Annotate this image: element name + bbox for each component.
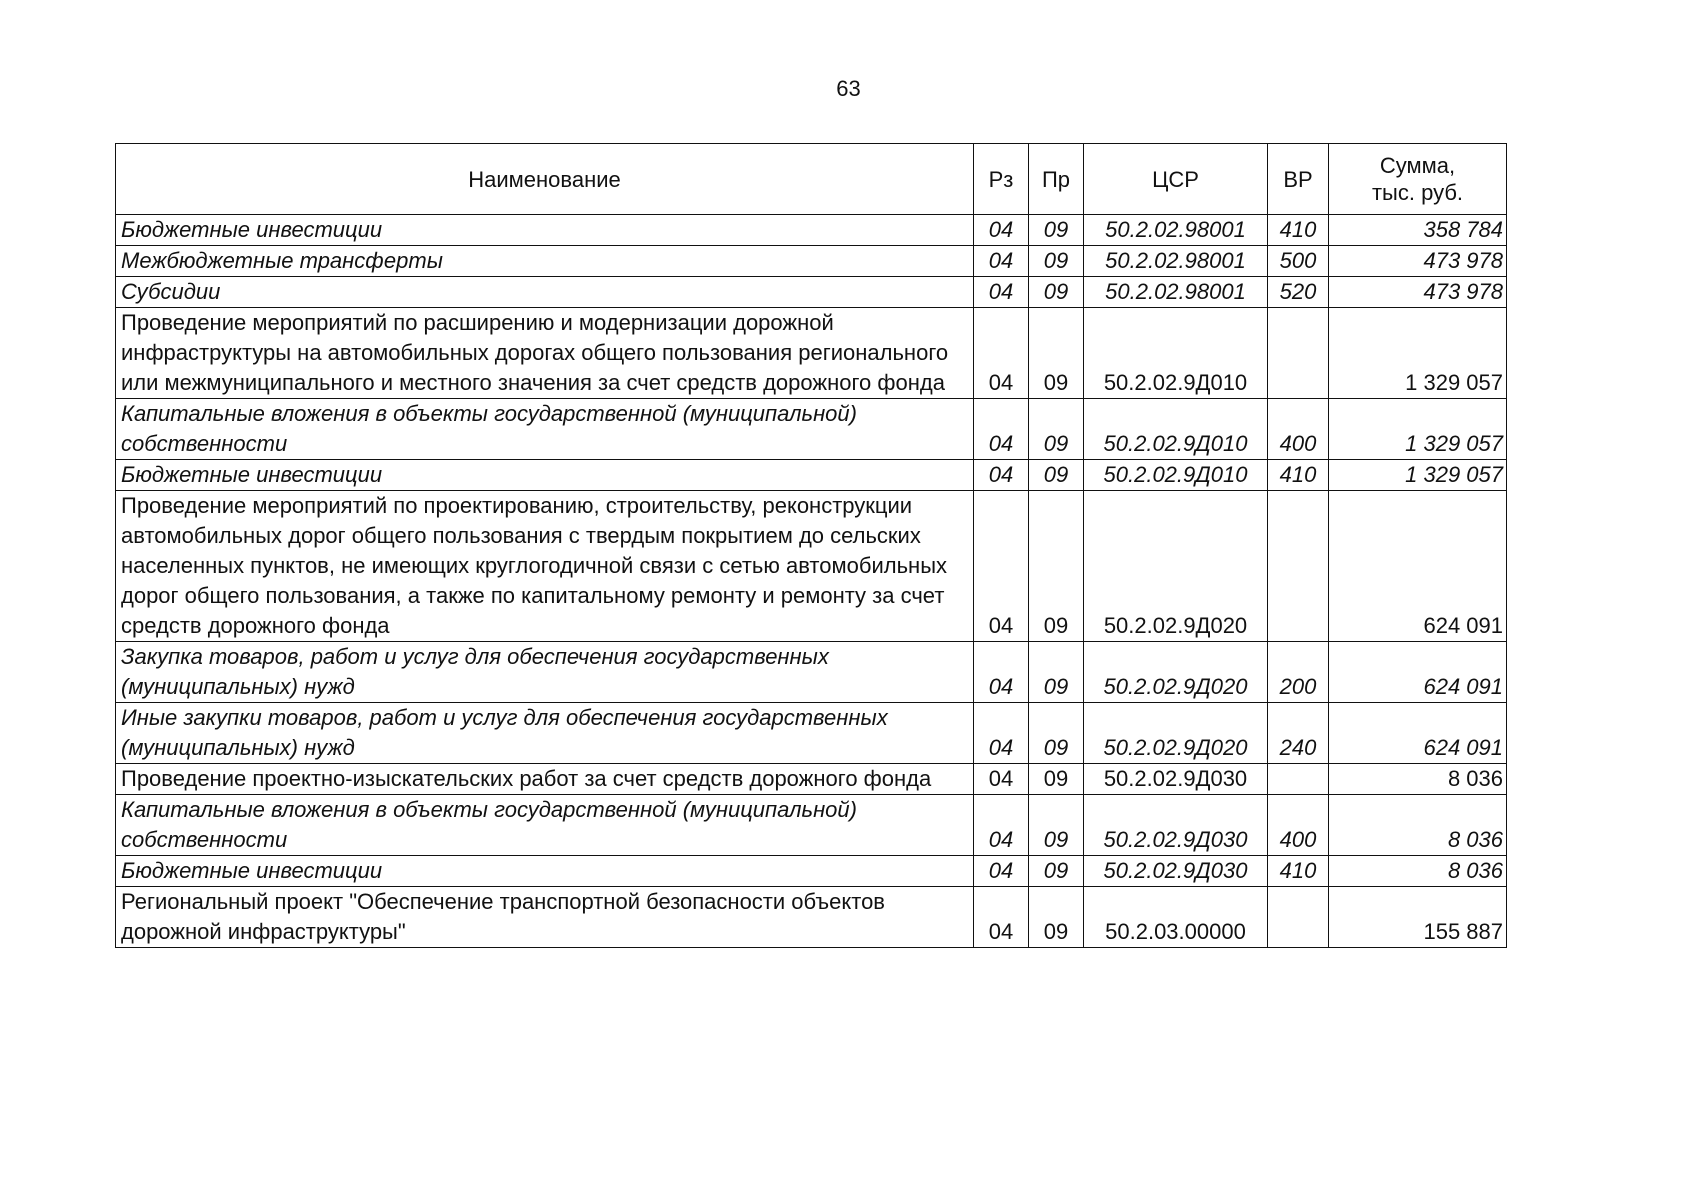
row-sum: 8 036 <box>1329 795 1507 856</box>
table-row <box>116 491 1507 642</box>
table-row <box>116 856 1507 887</box>
row-pr: 09 <box>1029 308 1084 399</box>
row-vr: 410 <box>1268 856 1329 887</box>
row-vr: 400 <box>1268 795 1329 856</box>
row-sum: 358 784 <box>1329 215 1507 246</box>
row-sum: 1 329 057 <box>1329 399 1507 460</box>
row-rz: 04 <box>974 795 1029 856</box>
row-rz: 04 <box>974 887 1029 948</box>
header-csr: ЦСР <box>1084 144 1268 215</box>
row-name: Проведение мероприятий по расширению и модернизации дорожной инфраструктуры на автомобильных дорогах общего пользования регионального или межмуниципального и местного значения за счет средств дорожного фонда <box>116 308 974 399</box>
row-pr: 09 <box>1029 215 1084 246</box>
row-rz: 04 <box>974 399 1029 460</box>
row-name: Бюджетные инвестиции <box>116 215 974 246</box>
row-sum: 1 329 057 <box>1329 460 1507 491</box>
row-pr: 09 <box>1029 246 1084 277</box>
row-sum: 624 091 <box>1329 642 1507 703</box>
row-rz: 04 <box>974 856 1029 887</box>
row-name: Капитальные вложения в объекты государственной (муниципальной) собственности <box>116 399 974 460</box>
row-pr: 09 <box>1029 764 1084 795</box>
row-csr: 50.2.02.9Д030 <box>1084 856 1268 887</box>
row-name: Капитальные вложения в объекты государственной (муниципальной) собственности <box>116 795 974 856</box>
row-rz: 04 <box>974 703 1029 764</box>
row-pr: 09 <box>1029 460 1084 491</box>
header-sum-line1: Сумма, <box>1379 153 1456 178</box>
row-vr: 410 <box>1268 460 1329 491</box>
row-pr: 09 <box>1029 856 1084 887</box>
row-sum: 8 036 <box>1329 856 1507 887</box>
row-csr: 50.2.02.9Д010 <box>1084 308 1268 399</box>
row-rz: 04 <box>974 764 1029 795</box>
table-row <box>116 460 1507 491</box>
row-name: Региональный проект "Обеспечение транспортной безопасности объектов дорожной инфраструктуры" <box>116 887 974 948</box>
row-sum: 8 036 <box>1329 764 1507 795</box>
row-rz: 04 <box>974 215 1029 246</box>
header-name: Наименование <box>116 144 974 215</box>
table-row <box>116 887 1507 948</box>
row-csr: 50.2.02.98001 <box>1084 215 1268 246</box>
table-row <box>116 703 1507 764</box>
page-number: 63 <box>836 76 861 101</box>
row-name: Бюджетные инвестиции <box>116 460 974 491</box>
table-row <box>116 308 1507 399</box>
budget-table <box>115 143 1507 948</box>
row-vr <box>1268 764 1329 795</box>
row-vr: 500 <box>1268 246 1329 277</box>
row-csr: 50.2.02.98001 <box>1084 277 1268 308</box>
row-vr <box>1268 308 1329 399</box>
row-name: Проведение мероприятий по проектированию, строительству, реконструкции автомобильных дорог общего пользования с твердым покрытием до сельских населенных пунктов, не имеющих круглогодичной связи с сетью автомобильных дорог общего пользования, а также по капитальному ремонту и ремонту за счет средств дорожного фонда <box>116 491 974 642</box>
table-row <box>116 795 1507 856</box>
row-csr: 50.2.02.9Д020 <box>1084 642 1268 703</box>
row-rz: 04 <box>974 246 1029 277</box>
table-row <box>116 764 1507 795</box>
row-pr: 09 <box>1029 491 1084 642</box>
row-csr: 50.2.02.9Д020 <box>1084 703 1268 764</box>
row-csr: 50.2.02.9Д010 <box>1084 460 1268 491</box>
row-csr: 50.2.02.9Д010 <box>1084 399 1268 460</box>
table-row <box>116 277 1507 308</box>
header-sum-line2: тыс. руб. <box>1371 180 1464 205</box>
table-row <box>116 399 1507 460</box>
row-rz: 04 <box>974 277 1029 308</box>
row-pr: 09 <box>1029 703 1084 764</box>
row-rz: 04 <box>974 642 1029 703</box>
row-pr: 09 <box>1029 642 1084 703</box>
row-csr: 50.2.02.9Д030 <box>1084 764 1268 795</box>
row-name: Иные закупки товаров, работ и услуг для обеспечения государственных (муниципальных) нужд <box>116 703 974 764</box>
row-pr: 09 <box>1029 795 1084 856</box>
row-csr: 50.2.02.98001 <box>1084 246 1268 277</box>
table-header-row <box>116 144 1507 215</box>
row-csr: 50.2.02.9Д020 <box>1084 491 1268 642</box>
row-pr: 09 <box>1029 399 1084 460</box>
table-row <box>116 642 1507 703</box>
header-vr: ВР <box>1268 144 1329 215</box>
row-name: Бюджетные инвестиции <box>116 856 974 887</box>
row-name: Межбюджетные трансферты <box>116 246 974 277</box>
header-pr: Пр <box>1029 144 1084 215</box>
table-row <box>116 215 1507 246</box>
row-vr: 200 <box>1268 642 1329 703</box>
row-rz: 04 <box>974 308 1029 399</box>
row-vr: 400 <box>1268 399 1329 460</box>
row-name: Субсидии <box>116 277 974 308</box>
row-sum: 624 091 <box>1329 491 1507 642</box>
row-sum: 473 978 <box>1329 246 1507 277</box>
header-rz: Рз <box>974 144 1029 215</box>
row-vr: 240 <box>1268 703 1329 764</box>
row-sum: 473 978 <box>1329 277 1507 308</box>
row-pr: 09 <box>1029 277 1084 308</box>
row-sum: 624 091 <box>1329 703 1507 764</box>
row-rz: 04 <box>974 491 1029 642</box>
row-pr: 09 <box>1029 887 1084 948</box>
table-row <box>116 246 1507 277</box>
row-vr <box>1268 887 1329 948</box>
row-vr: 520 <box>1268 277 1329 308</box>
row-csr: 50.2.02.9Д030 <box>1084 795 1268 856</box>
row-name: Проведение проектно-изыскательских работ за счет средств дорожного фонда <box>116 764 974 795</box>
row-vr <box>1268 491 1329 642</box>
row-name: Закупка товаров, работ и услуг для обеспечения государственных (муниципальных) нужд <box>116 642 974 703</box>
row-vr: 410 <box>1268 215 1329 246</box>
header-sum <box>1329 144 1507 215</box>
row-csr: 50.2.03.00000 <box>1084 887 1268 948</box>
row-sum: 1 329 057 <box>1329 308 1507 399</box>
row-rz: 04 <box>974 460 1029 491</box>
row-sum: 155 887 <box>1329 887 1507 948</box>
